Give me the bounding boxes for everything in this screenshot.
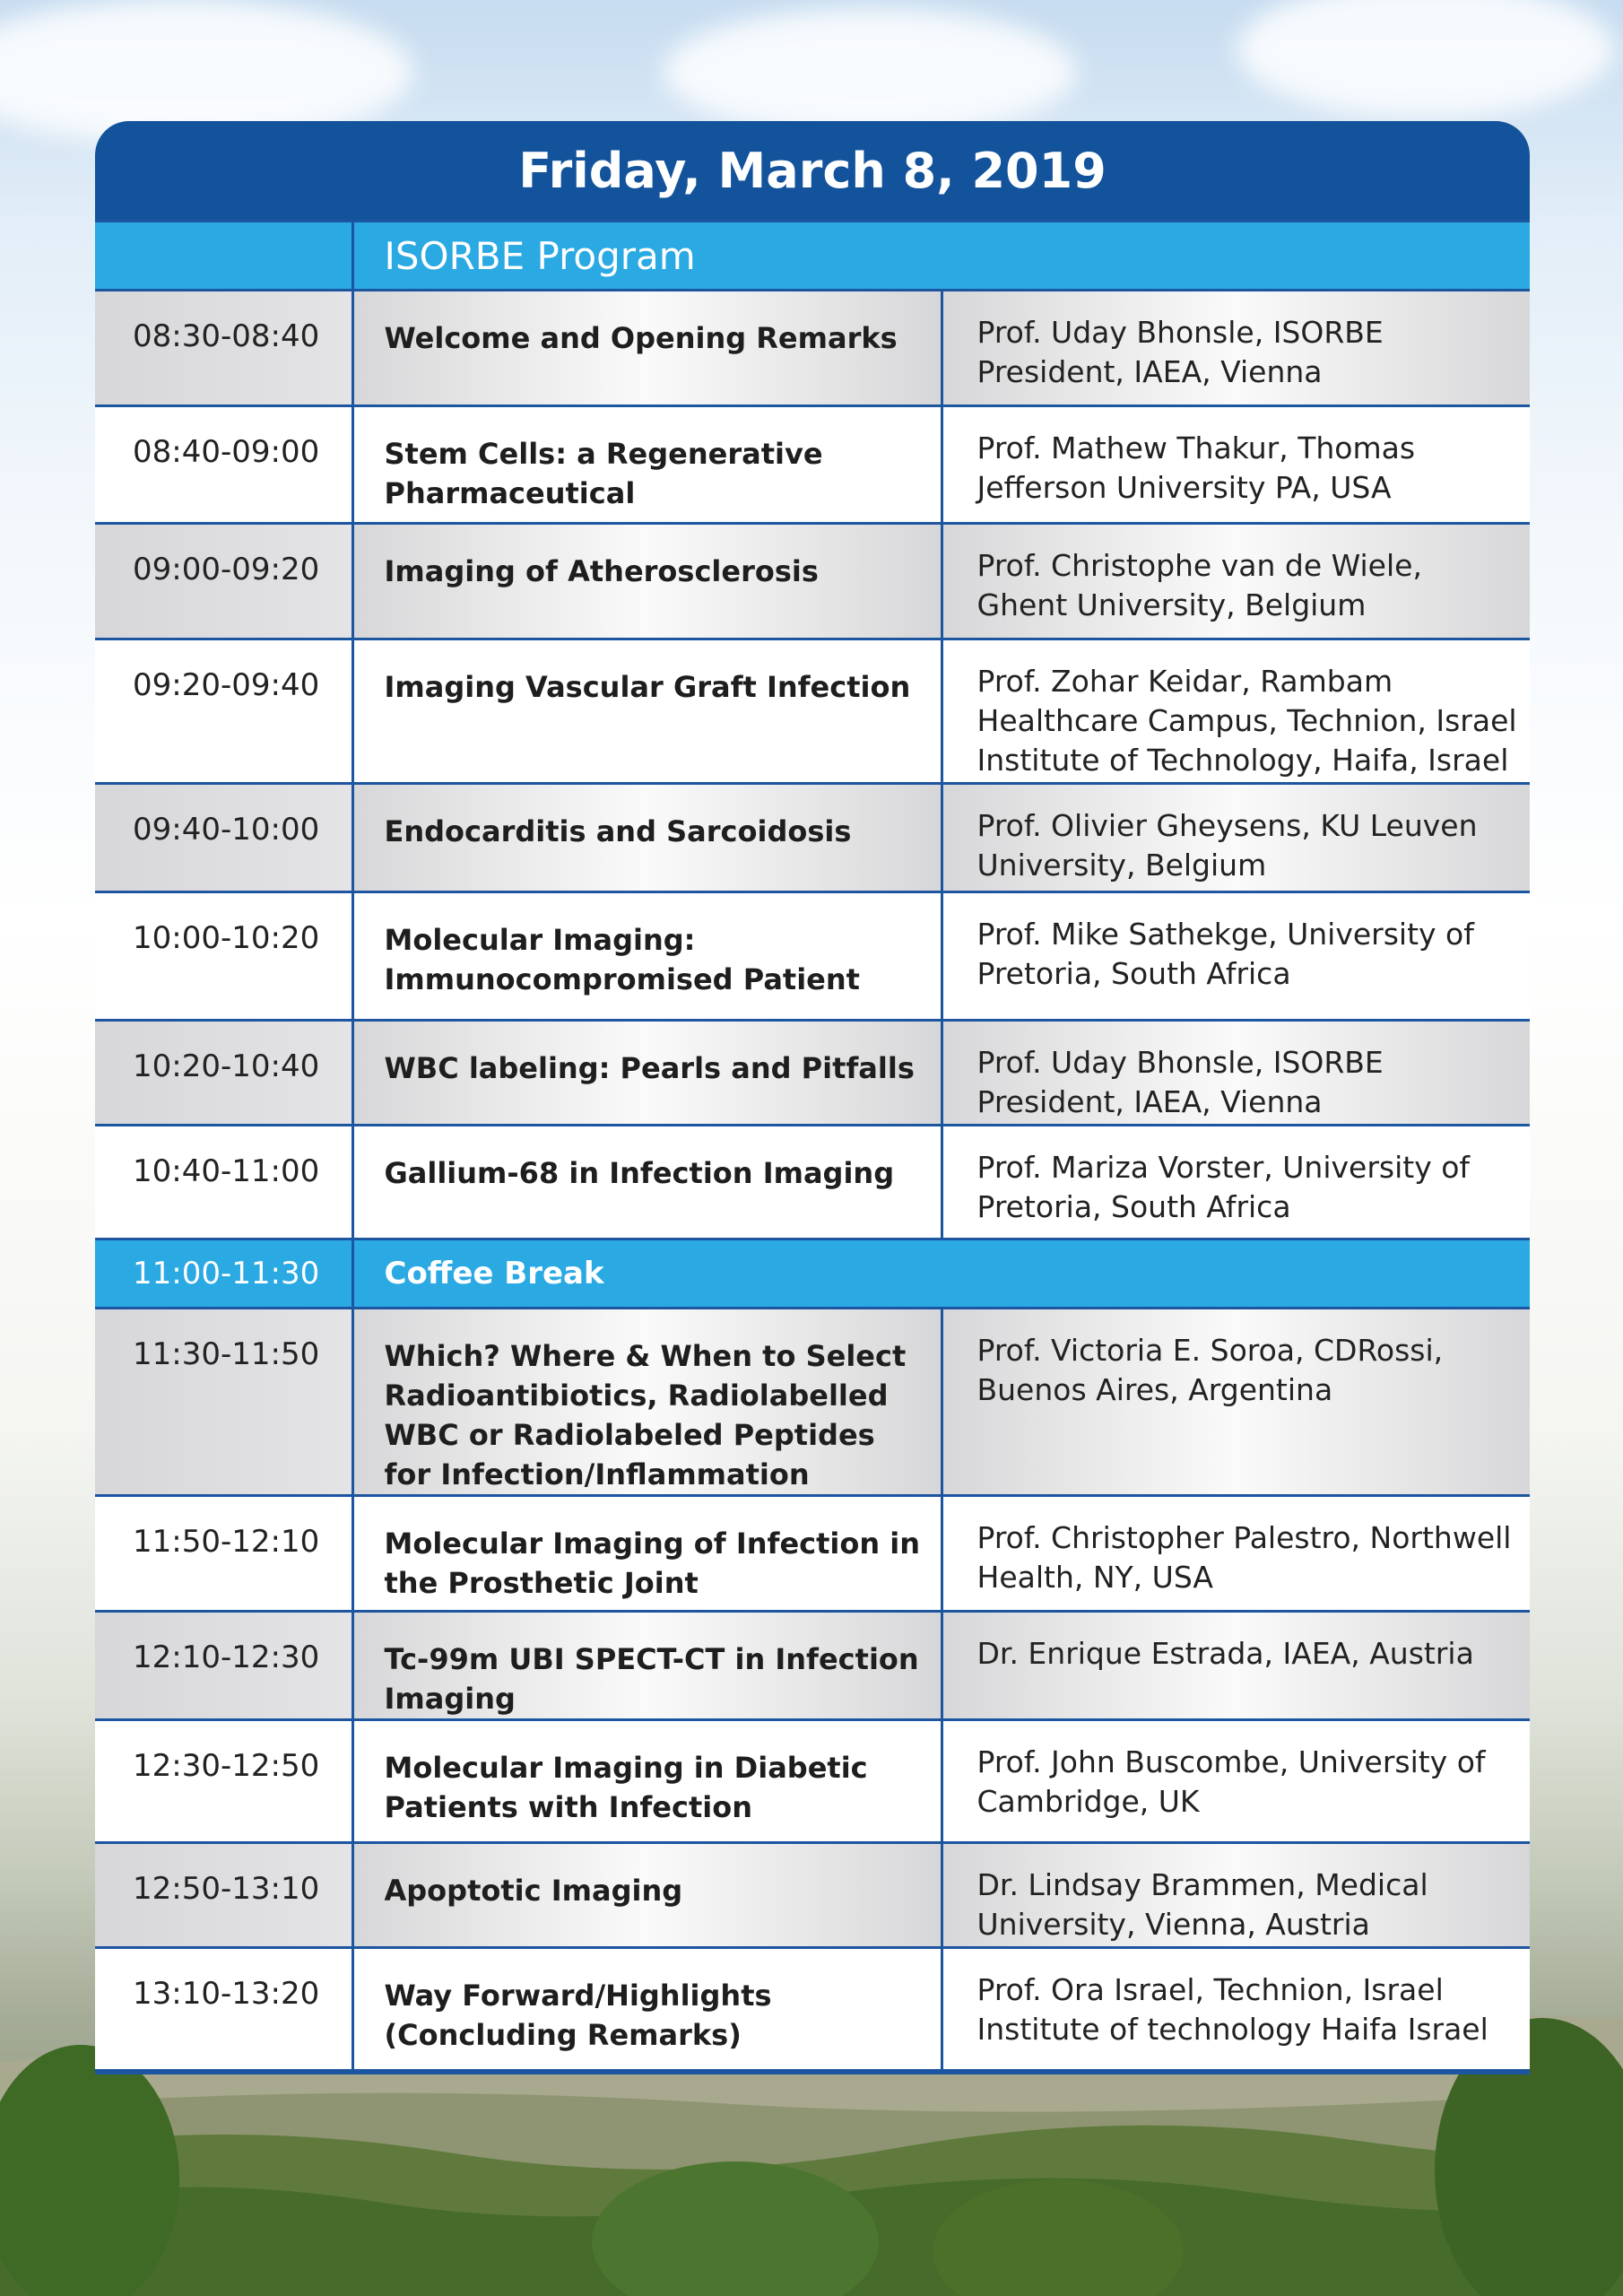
session-title: Endocarditis and Sarcoidosis — [352, 784, 942, 892]
cloud-decoration — [664, 9, 1076, 135]
schedule-row — [95, 639, 1530, 784]
session-title: Apoptotic Imaging — [352, 1843, 942, 1948]
session-time: 13:10-13:20 — [95, 1948, 352, 2071]
cloud-decoration — [1237, 0, 1614, 117]
schedule-row — [95, 524, 1530, 639]
session-time: 09:00-09:20 — [95, 524, 352, 639]
session-title: Molecular Imaging in Diabetic Patients with Infection — [352, 1720, 942, 1843]
session-time: 11:30-11:50 — [95, 1309, 352, 1496]
session-title: Imaging Vascular Graft Infection — [352, 639, 942, 784]
session-speaker: Prof. Mike Sathekge, University of Pretoria, South Africa — [942, 892, 1530, 1021]
session-time: 12:30-12:50 — [95, 1720, 352, 1843]
session-title: Welcome and Opening Remarks — [352, 291, 942, 406]
section-time-cell — [95, 222, 352, 291]
schedule-table — [95, 220, 1530, 2072]
session-speaker: Prof. Christopher Palestro, Northwell Health, NY, USA — [942, 1496, 1530, 1612]
session-time: 08:30-08:40 — [95, 291, 352, 406]
schedule-row — [95, 406, 1530, 524]
session-speaker: Prof. John Buscombe, University of Cambridge, UK — [942, 1720, 1530, 1843]
session-speaker: Prof. Uday Bhonsle, ISORBE President, IAEA, Vienna — [942, 291, 1530, 406]
schedule-row — [95, 1496, 1530, 1612]
schedule-row — [95, 1720, 1530, 1843]
session-title: Imaging of Atherosclerosis — [352, 524, 942, 639]
session-title: WBC labeling: Pearls and Pitfalls — [352, 1021, 942, 1126]
session-speaker: Prof. Mariza Vorster, University of Pretoria, South Africa — [942, 1126, 1530, 1239]
session-speaker: Prof. Mathew Thakur, Thomas Jefferson University PA, USA — [942, 406, 1530, 524]
session-time: 08:40-09:00 — [95, 406, 352, 524]
session-time: 12:50-13:10 — [95, 1843, 352, 1948]
session-time: 09:40-10:00 — [95, 784, 352, 892]
section-header-row — [95, 222, 1530, 291]
session-title: Molecular Imaging: Immunocompromised Patient — [352, 892, 942, 1021]
session-speaker: Prof. Uday Bhonsle, ISORBE President, IAEA, Vienna — [942, 1021, 1530, 1126]
session-title: Molecular Imaging of Infection in the Prosthetic Joint — [352, 1496, 942, 1612]
schedule-row — [95, 1948, 1530, 2071]
session-time: 10:40-11:00 — [95, 1126, 352, 1239]
coffee-break-row — [95, 1239, 1530, 1309]
session-speaker: Prof. Olivier Gheysens, KU Leuven University, Belgium — [942, 784, 1530, 892]
date-header: Friday, March 8, 2019 — [95, 121, 1530, 220]
session-title: Stem Cells: a Regenerative Pharmaceutical — [352, 406, 942, 524]
break-time: 11:00-11:30 — [95, 1239, 352, 1309]
schedule-row — [95, 1843, 1530, 1948]
section-title: ISORBE Program — [352, 222, 1530, 291]
session-speaker: Prof. Zohar Keidar, Rambam Healthcare Campus, Technion, Israel Institute of Technology, Haifa, Israel — [942, 639, 1530, 784]
session-time: 09:20-09:40 — [95, 639, 352, 784]
schedule-row — [95, 1126, 1530, 1239]
schedule-row — [95, 892, 1530, 1021]
session-time: 11:50-12:10 — [95, 1496, 352, 1612]
session-speaker: Prof. Ora Israel, Technion, Israel Institute of technology Haifa Israel — [942, 1948, 1530, 2071]
session-speaker: Dr. Lindsay Brammen, Medical University, Vienna, Austria — [942, 1843, 1530, 1948]
session-title: Tc-99m UBI SPECT-CT in Infection Imaging — [352, 1612, 942, 1720]
program-schedule — [95, 121, 1530, 2074]
session-title: Gallium-68 in Infection Imaging — [352, 1126, 942, 1239]
session-time: 12:10-12:30 — [95, 1612, 352, 1720]
session-title: Way Forward/Highlights (Concluding Remarks) — [352, 1948, 942, 2071]
session-time: 10:20-10:40 — [95, 1021, 352, 1126]
session-title: Which? Where & When to Select Radioantibiotics, Radiolabelled WBC or Radiolabeled Peptides for Infection/Inflammation — [352, 1309, 942, 1496]
schedule-row — [95, 784, 1530, 892]
session-speaker: Prof. Victoria E. Soroa, CDRossi, Buenos Aires, Argentina — [942, 1309, 1530, 1496]
session-speaker: Dr. Enrique Estrada, IAEA, Austria — [942, 1612, 1530, 1720]
schedule-row — [95, 291, 1530, 406]
break-label: Coffee Break — [352, 1239, 1530, 1309]
schedule-row — [95, 1612, 1530, 1720]
session-time: 10:00-10:20 — [95, 892, 352, 1021]
schedule-row — [95, 1021, 1530, 1126]
session-speaker: Prof. Christophe van de Wiele, Ghent University, Belgium — [942, 524, 1530, 639]
schedule-row — [95, 1309, 1530, 1496]
